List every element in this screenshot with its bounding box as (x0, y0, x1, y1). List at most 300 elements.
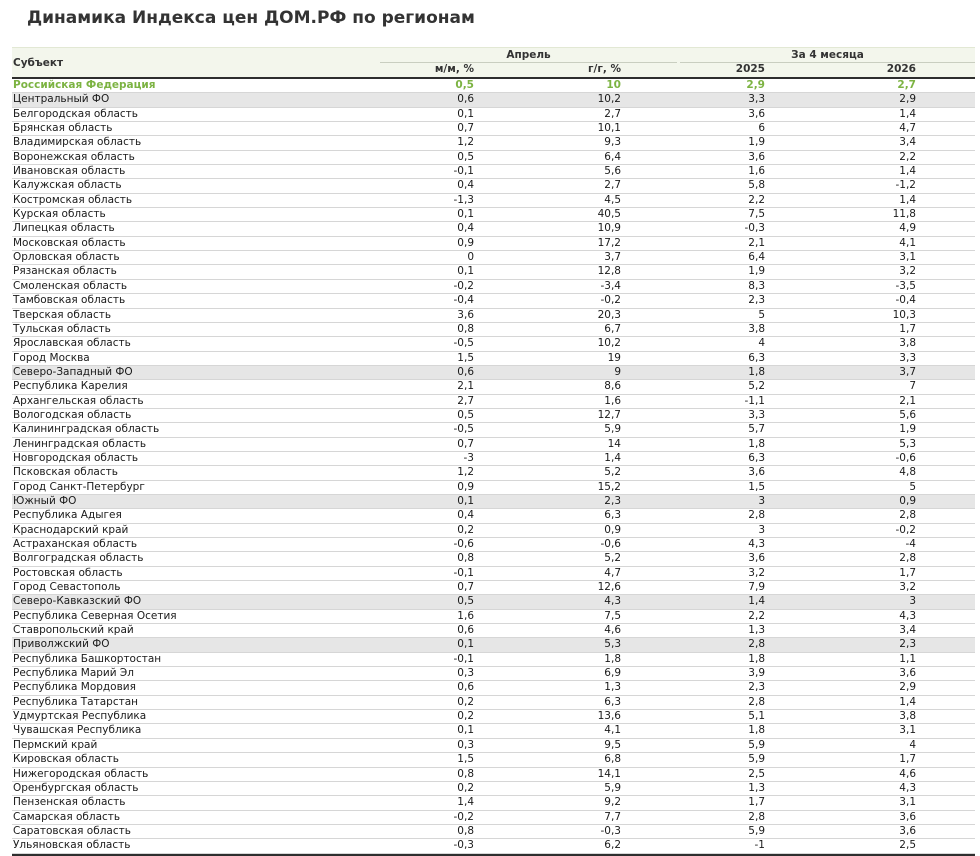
table-row (12, 667, 975, 681)
four-months-group-header: За 4 месяца (791, 49, 864, 61)
table-row (12, 265, 975, 279)
yy-cell: 19 (607, 351, 621, 364)
year-2025-cell: 3,6 (748, 466, 765, 479)
table-row (12, 753, 975, 767)
table-row (12, 610, 975, 624)
table-row (12, 423, 975, 437)
year-2026-cell: 3,4 (899, 136, 916, 149)
mm-cell: 0,3 (457, 738, 474, 751)
year-2025-cell: 8,3 (748, 279, 765, 292)
april-group-divider (380, 62, 677, 63)
year-2025-cell: 5,2 (748, 380, 765, 393)
mm-cell: 1,2 (457, 136, 474, 149)
year-2025-cell: 4 (758, 337, 765, 350)
year-2025-cell: 1,7 (748, 796, 765, 809)
region-name-cell: Нижегородская область (13, 767, 149, 780)
year-2026-cell: 2,3 (899, 638, 916, 651)
table-row (12, 237, 975, 251)
year-2026-cell: -0,6 (895, 451, 916, 464)
year-2026-cell: 1,4 (899, 165, 916, 178)
year-2025-cell: -0,3 (744, 222, 765, 235)
table-row (12, 122, 975, 136)
year-2026-cell: 1,7 (899, 753, 916, 766)
mm-cell: 0,6 (457, 365, 474, 378)
year-2025-cell: 7,5 (748, 208, 765, 221)
region-name-cell: Тамбовская область (13, 294, 126, 307)
region-name-cell: Рязанская область (13, 265, 117, 278)
year-2025-cell: 1,8 (748, 724, 765, 737)
year-2025-cell: 5,7 (748, 423, 765, 436)
year-2026-cell: 1,4 (899, 695, 916, 708)
year-2025-cell: 1,3 (748, 781, 765, 794)
yy-cell: 5,3 (604, 638, 621, 651)
yy-cell: 17,2 (597, 236, 621, 249)
region-name-cell: Республика Башкортостан (13, 652, 162, 665)
year-2026-cell: 2,9 (899, 93, 916, 106)
table-row (12, 509, 975, 523)
mm-cell: 0,1 (457, 107, 474, 120)
mm-cell: -0,2 (453, 279, 474, 292)
region-name-cell: Республика Татарстан (13, 695, 139, 708)
year-2026-cell: 2,8 (899, 509, 916, 522)
region-name-cell: Ставропольский край (13, 624, 134, 637)
region-name-cell: Астраханская область (13, 538, 138, 550)
mm-cell: 0,8 (457, 552, 474, 565)
year-2026-cell: 3,6 (899, 824, 916, 837)
year-2025-cell: 1,3 (748, 624, 765, 637)
yy-cell: 1,3 (604, 681, 621, 694)
year-2025-cell: 1,8 (748, 365, 765, 378)
year-2025-cell: 3,6 (748, 150, 765, 163)
yy-cell: 12,7 (597, 408, 621, 421)
yy-cell: 4,5 (604, 193, 621, 206)
yy-cell: 2,3 (604, 494, 621, 507)
region-name-cell: Город Санкт-Петербург (13, 480, 145, 493)
mm-cell: 0,4 (457, 179, 474, 192)
table-row (12, 796, 975, 810)
region-name-cell: Республика Марий Эл (13, 667, 134, 680)
year-2025-cell: 1,4 (748, 595, 765, 608)
mm-cell: -0,1 (453, 566, 474, 579)
table-row (12, 179, 975, 193)
mm-cell: -0,2 (453, 810, 474, 823)
region-name-cell: Южный ФО (13, 494, 77, 507)
mm-cell: 0,5 (455, 79, 474, 91)
year-2025-cell: 2,2 (748, 193, 765, 206)
year-2026-cell: 1,7 (899, 322, 916, 335)
year-2025-cell: 3,9 (748, 667, 765, 680)
yy-cell: 5,9 (604, 423, 621, 436)
year-2025-cell: 3 (758, 523, 765, 536)
mm-cell: 0,8 (457, 824, 474, 837)
year-2026-cell: 1,1 (899, 652, 916, 665)
year-2026-cell: 4,3 (899, 781, 916, 794)
year-2025-cell: 5,8 (748, 179, 765, 192)
year-2025-cell: 5,9 (748, 824, 765, 837)
region-name-cell: Ивановская область (13, 165, 126, 178)
region-name-cell: Город Севастополь (13, 581, 121, 594)
district-row (12, 495, 975, 509)
year-2025-cell: 5,1 (748, 710, 765, 723)
region-name-cell: Республика Северная Осетия (13, 609, 177, 622)
year-2026-cell: 1,7 (899, 566, 916, 579)
year-2025-cell: 2,2 (748, 609, 765, 622)
year-2026-cell: 3,1 (899, 724, 916, 737)
year-2025-cell: 3,3 (748, 93, 765, 106)
mm-cell: 0,8 (457, 767, 474, 780)
yy-cell: 6,8 (604, 753, 621, 766)
year-2025-cell: 3,2 (748, 566, 765, 579)
year-2025-cell: 2,9 (746, 79, 765, 91)
table-row (12, 538, 975, 552)
year-2026-cell: 4,3 (899, 609, 916, 622)
mm-cell: 0,2 (457, 710, 474, 723)
mm-cell: 3,6 (457, 308, 474, 321)
year-2025-cell: 2,8 (748, 638, 765, 651)
region-name-cell: Новгородская область (13, 451, 139, 464)
yy-cell: 6,9 (604, 667, 621, 680)
region-name-cell: Архангельская область (13, 394, 144, 407)
yy-cell: 5,2 (604, 552, 621, 565)
region-name-cell: Кировская область (13, 753, 119, 766)
year-2026-cell: 3 (909, 595, 916, 608)
year-2026-cell: 2,9 (899, 681, 916, 694)
yy-cell: 12,6 (597, 581, 621, 594)
yy-cell: 4,6 (604, 624, 621, 637)
year-2026-cell: 4,7 (899, 122, 916, 135)
mm-cell: 1,6 (457, 609, 474, 622)
subject-column-header: Субъект (13, 57, 64, 69)
mm-cell: 0,5 (457, 595, 474, 608)
year-2026-cell: -3,5 (895, 279, 916, 292)
mm-column-header: м/м, % (434, 63, 474, 75)
table-row (12, 839, 975, 853)
table-row (12, 825, 975, 839)
region-name-cell: Волгоградская область (13, 552, 144, 565)
mm-cell: 0,9 (457, 480, 474, 493)
yy-cell: 6,3 (604, 695, 621, 708)
year-2025-cell: 1,9 (748, 265, 765, 278)
region-name-cell: Северо-Кавказский ФО (13, 595, 142, 608)
year-2025-column-header: 2025 (735, 63, 765, 75)
mm-cell: 0,9 (457, 236, 474, 249)
page-title: Динамика Индекса цен ДОМ.РФ по регионам (27, 8, 475, 28)
mm-cell: -0,5 (453, 423, 474, 436)
yy-cell: 5,2 (604, 466, 621, 479)
yy-cell: 5,6 (604, 165, 621, 178)
year-2026-cell: 2,5 (899, 839, 916, 852)
year-2026-cell: -0,2 (895, 523, 916, 536)
region-name-cell: Республика Мордовия (13, 681, 136, 694)
year-2026-cell: -4 (905, 538, 916, 550)
district-row (12, 366, 975, 380)
april-group-header: Апрель (506, 49, 551, 61)
regions-table (12, 47, 975, 856)
table-bottom-border (12, 854, 975, 856)
year-2026-cell: 2,8 (899, 552, 916, 565)
year-2026-cell: 1,4 (899, 193, 916, 206)
region-name-cell: Республика Карелия (13, 380, 128, 393)
year-2025-cell: 1,8 (748, 652, 765, 665)
table-row (12, 194, 975, 208)
yy-cell: 9,2 (604, 796, 621, 809)
year-2026-cell: 3,8 (899, 337, 916, 350)
mm-cell: 0,2 (457, 781, 474, 794)
year-2025-cell: 6,3 (748, 451, 765, 464)
four-months-group-divider (680, 62, 975, 63)
yy-cell: 10 (606, 79, 621, 91)
district-row (12, 93, 975, 107)
year-2025-cell: 1,9 (748, 136, 765, 149)
year-2025-cell: 2,8 (748, 695, 765, 708)
region-name-cell: Смоленская область (13, 279, 128, 292)
year-2025-cell: 1,5 (748, 480, 765, 493)
mm-cell: 0,6 (457, 624, 474, 637)
region-name-cell: Костромская область (13, 193, 133, 206)
yy-cell: 14,1 (597, 767, 621, 780)
year-2025-cell: -1,1 (744, 394, 765, 407)
year-2025-cell: 3,3 (748, 408, 765, 421)
table-row (12, 438, 975, 452)
table-row (12, 136, 975, 150)
year-2025-cell: 7,9 (748, 581, 765, 594)
year-2025-cell: 1,8 (748, 437, 765, 450)
year-2025-cell: 2,8 (748, 509, 765, 522)
region-name-cell: Ульяновская область (13, 839, 131, 852)
mm-cell: 1,4 (457, 796, 474, 809)
year-2026-cell: 4,9 (899, 222, 916, 235)
region-name-cell: Липецкая область (13, 222, 115, 235)
yy-cell: -0,3 (600, 824, 621, 837)
year-2025-cell: 2,1 (748, 236, 765, 249)
mm-cell: 2,7 (457, 394, 474, 407)
mm-cell: 1,5 (457, 753, 474, 766)
region-name-cell: Самарская область (13, 810, 121, 823)
mm-cell: 0,8 (457, 322, 474, 335)
yy-cell: 13,6 (597, 710, 621, 723)
region-name-cell: Тверская область (13, 308, 112, 321)
year-2025-cell: 5,9 (748, 753, 765, 766)
table-row (12, 251, 975, 265)
year-2025-cell: 6,4 (748, 251, 765, 264)
mm-cell: 0,6 (457, 681, 474, 694)
table-row (12, 782, 975, 796)
yy-cell: 9 (614, 365, 621, 378)
mm-cell: 0,7 (457, 122, 474, 135)
yy-cell: 10,2 (597, 337, 621, 350)
table-row (12, 309, 975, 323)
year-2026-cell: 0,9 (899, 494, 916, 507)
district-row (12, 638, 975, 652)
year-2025-cell: 5,9 (748, 738, 765, 751)
mm-cell: -1,3 (453, 193, 474, 206)
region-name-cell: Белгородская область (13, 107, 138, 120)
region-name-cell: Приволжский ФО (13, 638, 110, 651)
region-name-cell: Город Москва (13, 351, 90, 364)
mm-cell: -0,5 (453, 337, 474, 350)
year-2026-cell: 5 (909, 480, 916, 493)
region-name-cell: Саратовская область (13, 824, 131, 837)
year-2025-cell: 3,8 (748, 322, 765, 335)
region-name-cell: Республика Адыгея (13, 509, 122, 522)
year-2026-cell: 1,9 (899, 423, 916, 436)
yy-cell: 15,2 (597, 480, 621, 493)
table-header (12, 47, 975, 79)
year-2026-cell: 7 (909, 380, 916, 393)
mm-cell: 0,2 (457, 523, 474, 536)
year-2026-cell: -0,4 (895, 294, 916, 307)
mm-cell: 0,7 (457, 437, 474, 450)
yy-cell: 6,7 (604, 322, 621, 335)
mm-cell: -0,4 (453, 294, 474, 307)
region-name-cell: Пермский край (13, 738, 98, 751)
year-2025-cell: 2,3 (748, 681, 765, 694)
yy-cell: 20,3 (597, 308, 621, 321)
year-2025-cell: -1 (754, 839, 765, 852)
mm-cell: -3 (463, 451, 474, 464)
mm-cell: 0,6 (457, 93, 474, 106)
yy-cell: 9,5 (604, 738, 621, 751)
year-2026-cell: 3,2 (899, 265, 916, 278)
yy-cell: 1,6 (604, 394, 621, 407)
mm-cell: 0,1 (457, 724, 474, 737)
total-row (12, 79, 975, 93)
year-2025-cell: 2,5 (748, 767, 765, 780)
table-row (12, 208, 975, 222)
year-2025-cell: 6,3 (748, 351, 765, 364)
year-2025-cell: 3 (758, 494, 765, 507)
year-2025-cell: 3,6 (748, 107, 765, 120)
year-2025-cell: 1,6 (748, 165, 765, 178)
table-row (12, 696, 975, 710)
table-row (12, 151, 975, 165)
table-row (12, 466, 975, 480)
year-2026-cell: 5,3 (899, 437, 916, 450)
yy-cell: 3,7 (604, 251, 621, 264)
year-2026-cell: 5,6 (899, 408, 916, 421)
mm-cell: 0,4 (457, 509, 474, 522)
table-row (12, 323, 975, 337)
mm-cell: -0,1 (453, 652, 474, 665)
year-2026-cell: 3,3 (899, 351, 916, 364)
region-name-cell: Чувашская Республика (13, 724, 142, 737)
region-name-cell: Северо-Западный ФО (13, 365, 133, 378)
year-2025-cell: 2,8 (748, 810, 765, 823)
table-row (12, 337, 975, 351)
yy-cell: 40,5 (597, 208, 621, 221)
yy-cell: 14 (607, 437, 621, 450)
mm-cell: 0,2 (457, 695, 474, 708)
year-2026-cell: 1,4 (899, 107, 916, 120)
year-2026-cell: 3,1 (899, 251, 916, 264)
yy-cell: -0,2 (600, 294, 621, 307)
yy-cell: 10,2 (597, 93, 621, 106)
region-name-cell: Ленинградская область (13, 437, 147, 450)
year-2025-cell: 3,6 (748, 552, 765, 565)
table-row (12, 380, 975, 394)
region-name-cell: Краснодарский край (13, 523, 129, 536)
year-2026-cell: 4,8 (899, 466, 916, 479)
mm-cell: -0,1 (453, 165, 474, 178)
year-2025-cell: 4,3 (748, 538, 765, 550)
region-name-cell: Ярославская область (13, 337, 131, 350)
table-row (12, 739, 975, 753)
region-name-cell: Российская Федерация (13, 79, 156, 91)
mm-cell: 0,1 (457, 265, 474, 278)
table-row (12, 165, 975, 179)
yy-cell: -3,4 (600, 279, 621, 292)
year-2026-cell: 11,8 (892, 208, 916, 221)
region-name-cell: Ростовская область (13, 566, 123, 579)
year-2026-cell: 4,1 (899, 236, 916, 249)
table-row (12, 280, 975, 294)
yy-cell: 10,1 (597, 122, 621, 135)
year-2025-cell: 2,3 (748, 294, 765, 307)
mm-cell: 0,5 (457, 150, 474, 163)
yy-cell: 4,7 (604, 566, 621, 579)
region-name-cell: Псковская область (13, 466, 118, 479)
year-2026-column-header: 2026 (886, 63, 916, 75)
yy-cell: 1,4 (604, 451, 621, 464)
yy-cell: 1,8 (604, 652, 621, 665)
year-2025-cell: 5 (758, 308, 765, 321)
yy-cell: 6,2 (604, 839, 621, 852)
yy-cell: 5,9 (604, 781, 621, 794)
table-row (12, 768, 975, 782)
yy-cell: 8,6 (604, 380, 621, 393)
year-2026-cell: 2,1 (899, 394, 916, 407)
year-2026-cell: 3,8 (899, 710, 916, 723)
mm-cell: 0,5 (457, 408, 474, 421)
table-row (12, 653, 975, 667)
mm-cell: 2,1 (457, 380, 474, 393)
year-2026-cell: 3,2 (899, 581, 916, 594)
region-name-cell: Орловская область (13, 251, 120, 264)
region-name-cell: Центральный ФО (13, 93, 110, 106)
yy-cell: 7,7 (604, 810, 621, 823)
yy-cell: 4,1 (604, 724, 621, 737)
yy-column-header: г/г, % (588, 63, 621, 75)
table-body (12, 79, 975, 854)
mm-cell: 1,5 (457, 351, 474, 364)
mm-cell: 0,4 (457, 222, 474, 235)
mm-cell: 0 (467, 251, 474, 264)
yy-cell: 2,7 (604, 107, 621, 120)
mm-cell: -0,3 (453, 839, 474, 852)
mm-cell: 0,3 (457, 667, 474, 680)
year-2026-cell: 4,6 (899, 767, 916, 780)
table-row (12, 352, 975, 366)
year-2026-cell: 3,6 (899, 810, 916, 823)
region-name-cell: Курская область (13, 208, 106, 221)
year-2026-cell: 4 (909, 738, 916, 751)
yy-cell: 10,9 (597, 222, 621, 235)
mm-cell: -0,6 (453, 538, 474, 550)
table-row (12, 581, 975, 595)
yy-cell: 0,9 (604, 523, 621, 536)
mm-cell: 0,1 (457, 494, 474, 507)
table-row (12, 395, 975, 409)
yy-cell: 9,3 (604, 136, 621, 149)
table-row (12, 710, 975, 724)
mm-cell: 1,2 (457, 466, 474, 479)
region-name-cell: Калужская область (13, 179, 122, 192)
year-2026-cell: 2,2 (899, 150, 916, 163)
yy-cell: 7,5 (604, 609, 621, 622)
table-row (12, 481, 975, 495)
table-row (12, 222, 975, 236)
mm-cell: 0,1 (457, 638, 474, 651)
